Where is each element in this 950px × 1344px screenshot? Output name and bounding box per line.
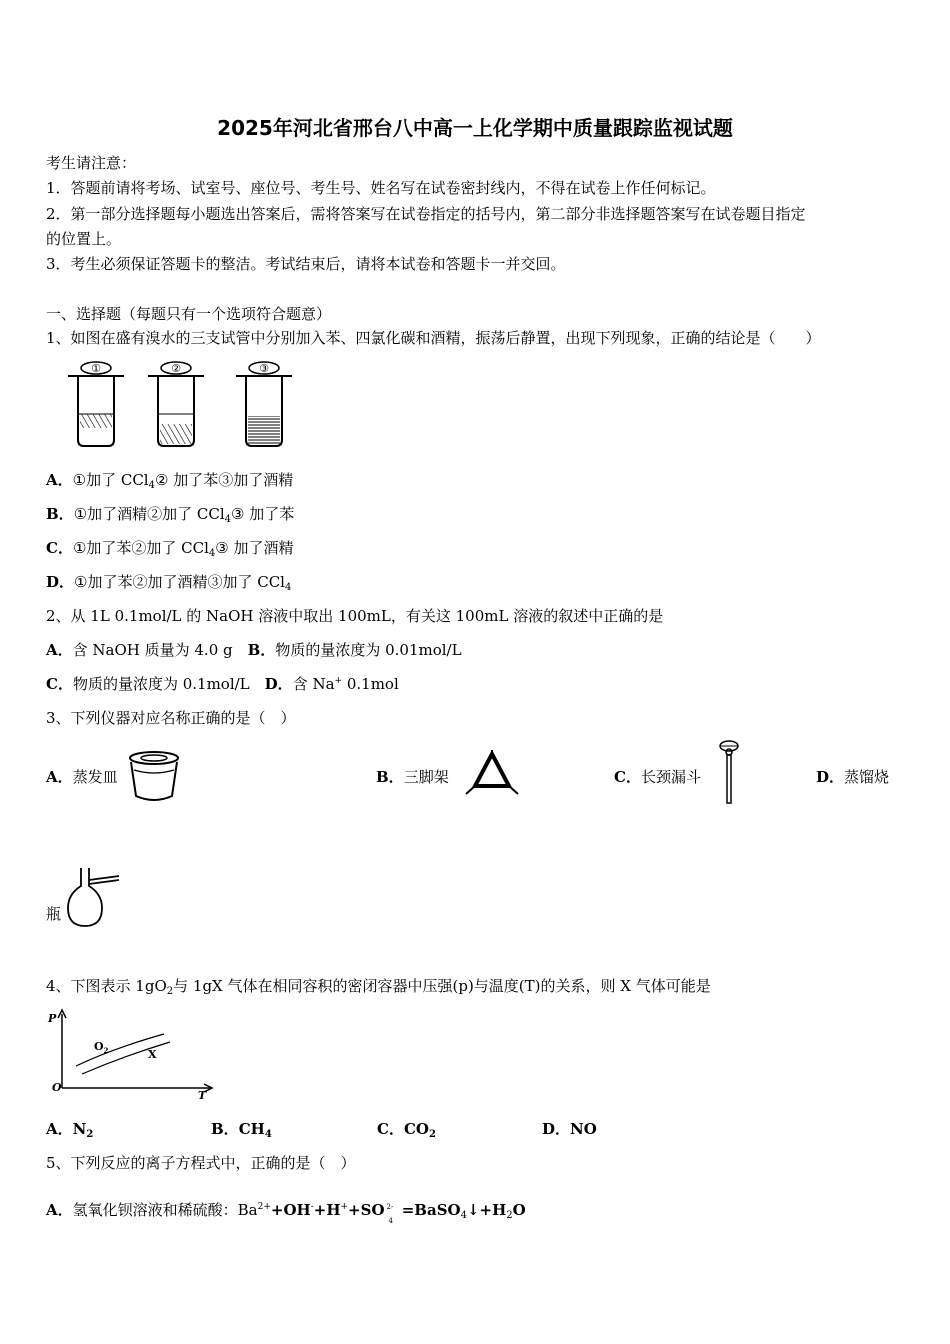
o2-line-label: $O_2$ [94,1040,109,1055]
tube-label-3: ③ [259,362,269,375]
y-axis-label: P [48,1012,57,1025]
test-tubes-figure [66,358,296,450]
tripod-triangle-icon [464,750,520,802]
q4-option-a: A．$N_2$ [46,1120,94,1140]
q3-option-a: A．蒸发皿 [46,768,118,786]
q4-option-c: C．$CO_2$ [377,1120,436,1140]
tube-label-2: ② [171,362,181,375]
q3-option-d: D．蒸馏烧 [816,768,890,786]
q4-option-b: B．$CH_4$ [211,1120,272,1140]
q4-stem: 4、下图表示 $1gO_2$与 1gX 气体在相同容积的密闭容器中压强(p)与温度(T)的关系，则 X 气体可能是 [46,977,711,997]
long-neck-funnel-icon [716,738,742,804]
q1-option-a: A．①加了 CCl$_4$② 加了苯③加了酒精 [46,471,294,491]
notice-item-1: 1．答题前请将考场、试室号、座位号、考生号、姓名写在试卷密封线内，不得在试卷上作任何标记。 [46,179,716,197]
q2-options-cd: C．物质的量浓度为 0.1mol/L D．含 Na+ 0.1mol [46,675,399,693]
q5-option-a: A．氢氧化钡溶液和稀硫酸：$Ba^{2+}+OH^-+H^++SO$ 2- 4 $=BaSO_4↓+H_2O$ [46,1201,526,1225]
q1-option-d: D．①加了苯②加了酒精③加了 CCl$_4$ [46,573,292,593]
x-axis-label: T [198,1089,207,1102]
notice-item-2: 2．第一部分选择题每小题选出答案后，需将答案写在试卷指定的括号内，第二部分非选择题答案写在试卷题目指定 [46,205,806,223]
q3-option-d-cont: 瓶 [46,905,62,923]
section-heading: 一、选择题（每题只有一个选项符合题意） [46,305,332,323]
test-tube-1 [68,362,124,446]
q1-option-b: B．①加了酒精②加了 CCl$_4$③ 加了苯 [46,505,295,525]
distilling-flask-icon [64,866,122,930]
q4-option-d: D．NO [542,1120,597,1138]
q1-stem: 1、如图在盛有溴水的三支试管中分别加入苯、四氯化碳和酒精，振荡后静置，出现下列现象，正确的结论是（ ） [46,329,821,347]
x-line-label: X [148,1048,157,1061]
origin-label: O [52,1081,62,1094]
q2-stem: 2、从 1L 0.1mol/L 的 NaOH 溶液中取出 100mL，有关这 100mL 溶液的叙述中正确的是 [46,607,664,625]
notice-heading: 考生请注意： [46,154,137,172]
q5-stem: 5、下列反应的离子方程式中，正确的是（ ） [46,1154,356,1172]
notice-item-2-cont: 的位置上。 [46,230,122,248]
crucible-icon [126,750,182,804]
q3-option-c: C．长颈漏斗 [614,768,701,786]
test-tube-2 [148,362,204,446]
test-tube-3 [236,362,292,446]
tube-label-1: ① [91,362,101,375]
page-title: 2025年河北省邢台八中高一上化学期中质量跟踪监视试题 [217,116,733,140]
q1-option-c: C．①加了苯②加了 CCl$_4$③ 加了酒精 [46,539,294,559]
pressure-temperature-graph [44,1008,220,1100]
q2-options-ab: A．含 NaOH 质量为 4.0 g B．物质的量浓度为 0.01mol/L [46,641,462,659]
q3-stem: 3、下列仪器对应名称正确的是（ ） [46,709,296,727]
notice-item-3: 3．考生必须保证答题卡的整洁。考试结束后，请将本试卷和答题卡一并交回。 [46,255,566,273]
q3-option-b: B．三脚架 [376,768,449,786]
